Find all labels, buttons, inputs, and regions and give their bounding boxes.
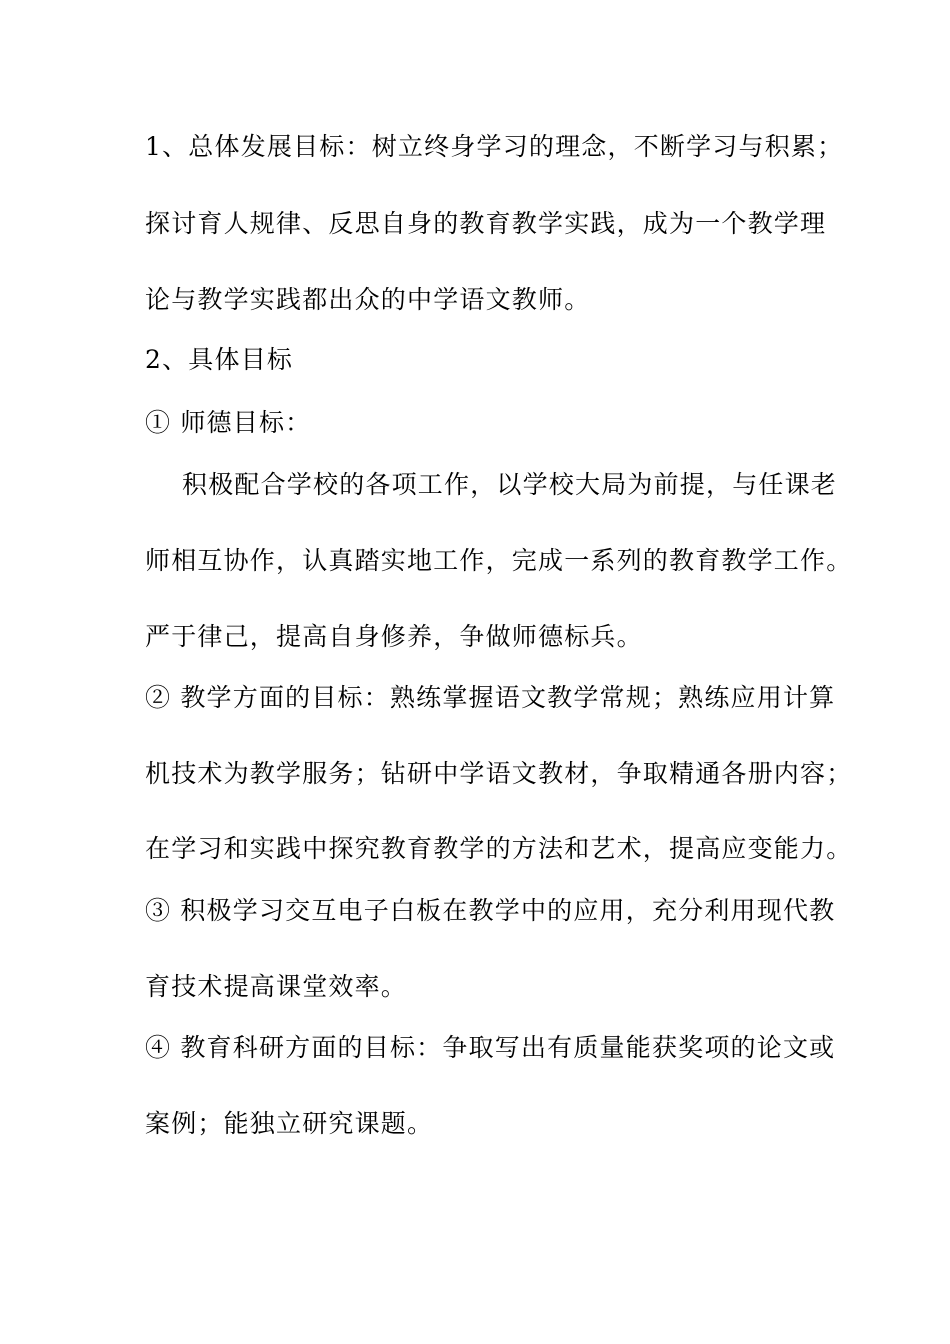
research-goal-line-2: 案例；能独立研究课题。: [145, 1109, 434, 1138]
teaching-goal-line-2: 机技术为教学服务；钻研中学语文教材，争取精通各册内容；: [145, 759, 853, 788]
whiteboard-goal-line-2: 育技术提高课堂效率。: [145, 972, 408, 1001]
ethics-line-3: 严于律己，提高自身修养，争做师德标兵。: [145, 622, 643, 651]
teaching-goal-line-1: ② 教学方面的目标：熟练掌握语文教学常规；熟练应用计算: [145, 683, 836, 712]
goal-overall-line-3: 论与教学实践都出众的中学语文教师。: [145, 285, 591, 314]
research-goal-line-1: ④ 教育科研方面的目标：争取写出有质量能获奖项的论文或: [145, 1033, 836, 1062]
item-heading-ethics: ① 师德目标：: [145, 408, 312, 437]
section-heading-specific-goals: 2、具体目标: [145, 345, 294, 374]
whiteboard-goal-line-1: ③ 积极学习交互电子白板在教学中的应用，充分利用现代教: [145, 896, 836, 925]
goal-overall-line-1: 1、总体发展目标：树立终身学习的理念，不断学习与积累；: [145, 132, 844, 161]
ethics-line-2: 师相互协作，认真踏实地工作，完成一系列的教育教学工作。: [145, 546, 853, 575]
ethics-line-1: 积极配合学校的各项工作，以学校大局为前提，与任课老: [182, 470, 838, 499]
goal-overall-line-2: 探讨育人规律、反思自身的教育教学实践，成为一个教学理: [145, 209, 827, 238]
teaching-goal-line-3: 在学习和实践中探究教育教学的方法和艺术，提高应变能力。: [145, 834, 853, 863]
